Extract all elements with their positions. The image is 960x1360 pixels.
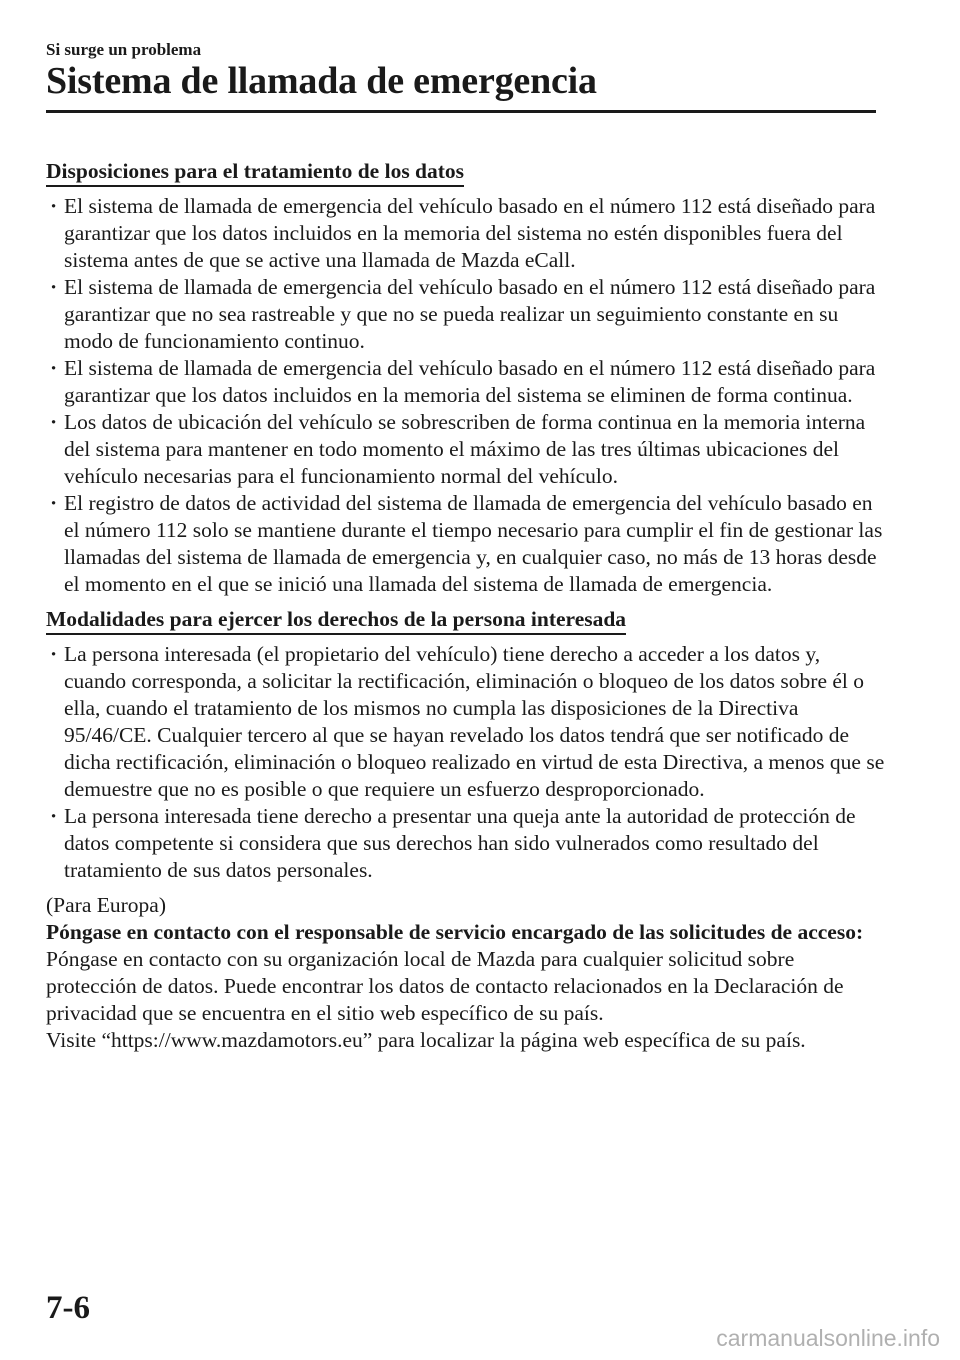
section-heading: Modalidades para ejercer los derechos de la persona interesada (46, 606, 626, 635)
section-rights (46, 606, 886, 884)
visit-paragraph: Visite “https://www.mazdamotors.eu” para localizar la página web específica de su país. (46, 1028, 806, 1052)
bullet-list (46, 641, 886, 884)
list-item: · La persona interesada (el propietario del vehículo) tiene derecho a acceder a los datos y, cuando corresponda, a solicitar la rectificación, eliminación o bloqueo de los datos sobre él o ella, cuando el tratamiento de los mismos no cumpla las disposiciones de la Directiva 95/46/CE. Cualquier tercero al que se hayan revelado los datos tendrá que ser notificado de dicha rectificación, eliminación o bloqueo realizado en virtud de esta Directiva, a menos que se demuestre que no es posible o que requiere un esfuerzo desproporcionado. (46, 641, 886, 803)
section-data-processing (46, 158, 886, 598)
page-content (46, 158, 886, 1054)
list-item: · El sistema de llamada de emergencia del vehículo basado en el número 112 está diseñado para garantizar que los datos incluidos en la memoria del sistema no estén disponibles fuera del sistema antes de que se active una llamada de Mazda eCall. (46, 193, 886, 274)
section-europe-contact (46, 892, 886, 1054)
list-item: · Los datos de ubicación del vehículo se sobrescriben de forma continua en la memoria interna del sistema para mantener en todo momento el máximo de las tres últimas ubicaciones del vehículo necesarias para el funcionamiento normal del vehículo. (46, 409, 886, 490)
contact-paragraph: Póngase en contacto con su organización local de Mazda para cualquier solicitud sobre protección de datos. Puede encontrar los datos de contacto relacionados en la Declaración de privacidad que se encuentra en el sitio web específico de su país. (46, 947, 844, 1025)
page-number: 7-6 (46, 1290, 90, 1326)
section-label: Si surge un problema (46, 40, 202, 59)
contact-heading: Póngase en contacto con el responsable de servicio encargado de las solicitudes de acceso: (46, 920, 864, 944)
list-item: · El sistema de llamada de emergencia del vehículo basado en el número 112 está diseñado para garantizar que los datos incluidos en la memoria del sistema se eliminen de forma continua. (46, 355, 886, 409)
region-note: (Para Europa) (46, 893, 166, 917)
header-divider (46, 110, 876, 113)
list-item: · El sistema de llamada de emergencia del vehículo basado en el número 112 está diseñado para garantizar que no sea rastreable y que no se pueda realizar un seguimiento constante en su modo de funcionamiento continuo. (46, 274, 886, 355)
section-heading: Disposiciones para el tratamiento de los datos (46, 158, 464, 187)
list-item: · La persona interesada tiene derecho a presentar una queja ante la autoridad de protección de datos competente si considera que sus derechos han sido vulnerados como resultado del tratamiento de sus datos personales. (46, 803, 886, 884)
watermark-text: carmanualsonline.info (716, 1325, 940, 1351)
list-item: · El registro de datos de actividad del sistema de llamada de emergencia del vehículo basado en el número 112 solo se mantiene durante el tiempo necesario para cumplir el fin de gestionar las llamadas del sistema de llamada de emergencia y, en cualquier caso, no más de 13 horas desde el momento en el que se inició una llamada del sistema de llamada de emergencia. (46, 490, 886, 598)
page-title: Sistema de llamada de emergencia (46, 60, 597, 102)
bullet-list (46, 193, 886, 598)
